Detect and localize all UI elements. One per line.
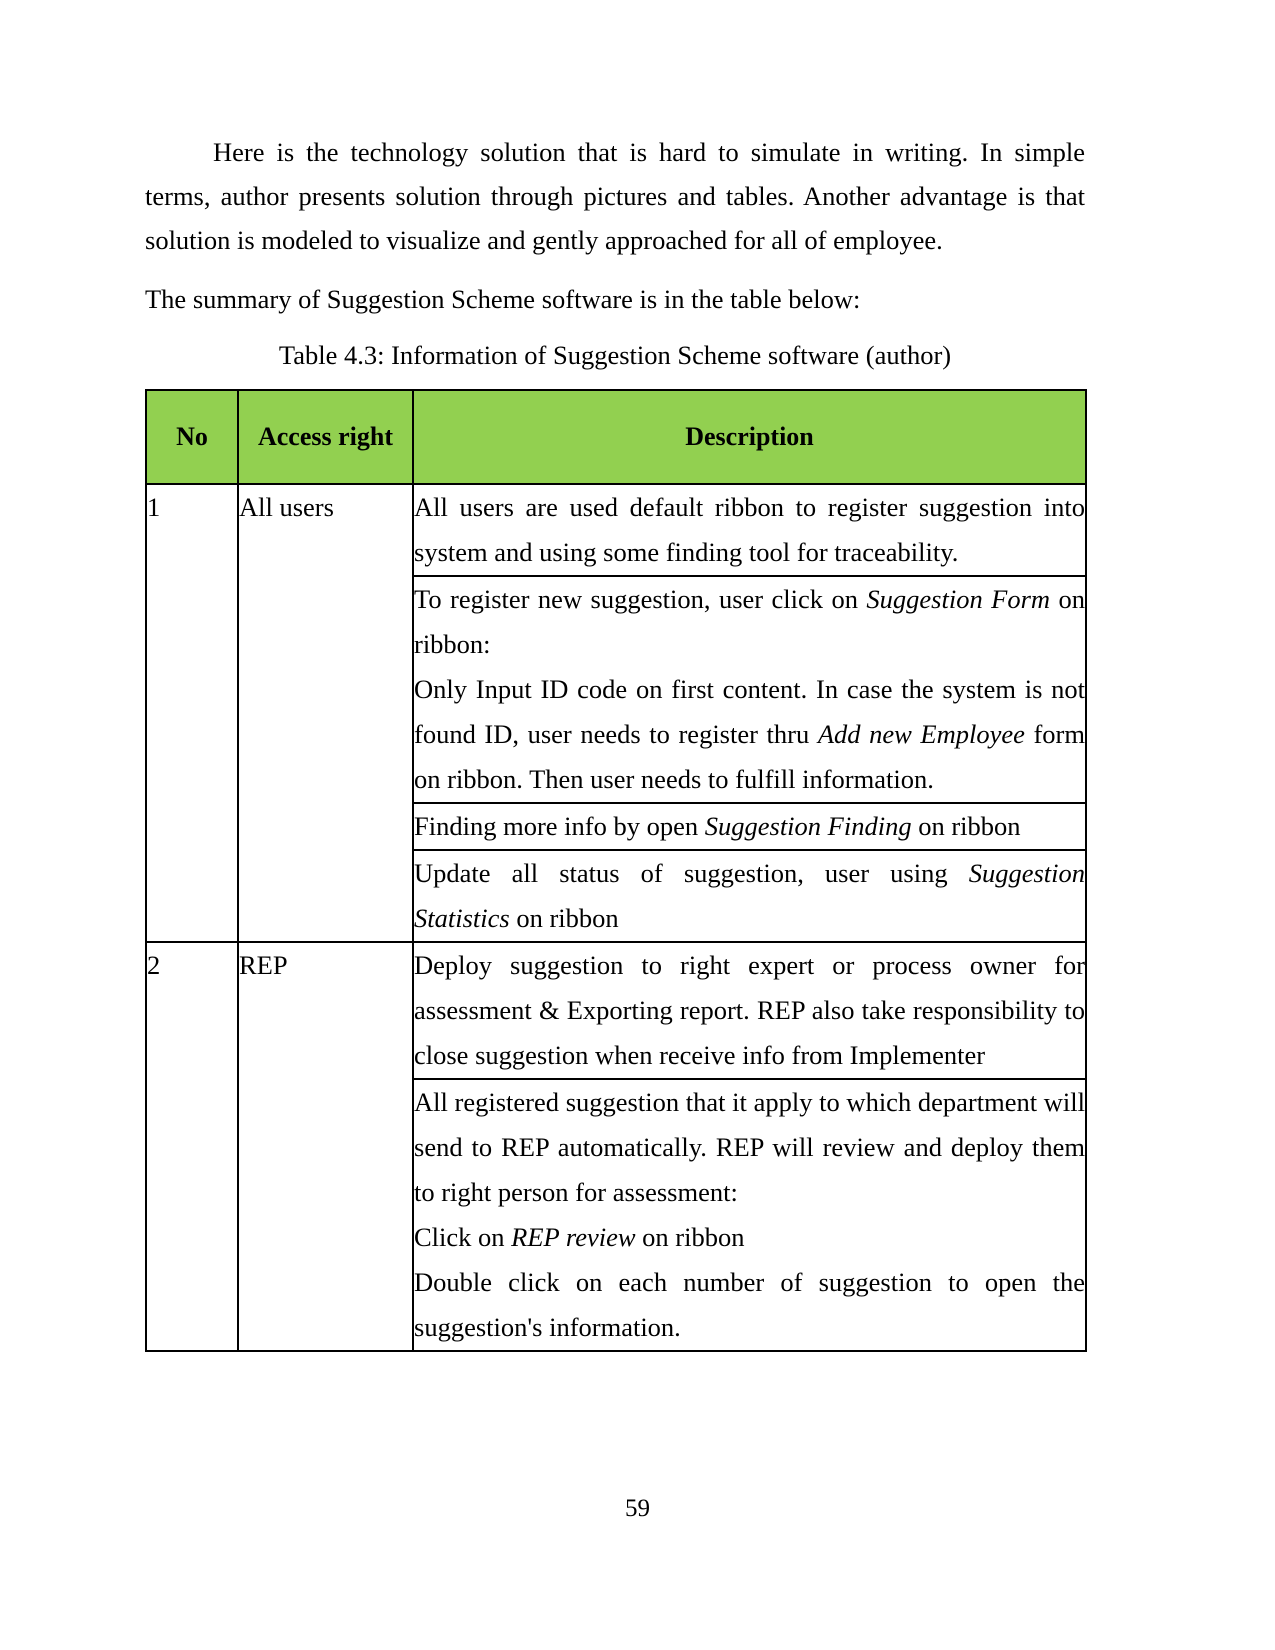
- table-header: [146, 390, 1086, 484]
- description-text-secondary: Only Input ID code on first content. In case the system is not found ID, user needs to register thru Add new Employee form on ribbon. Then user needs to fulfill information.: [414, 674, 1085, 794]
- description-text: To register new suggestion, user click on Suggestion Form on ribbon:: [414, 584, 1086, 659]
- table-header-row: [146, 390, 1086, 484]
- description-text: All registered suggestion that it apply to which department will send to REP automatically. REP will review and deploy them to right person for assessment:: [414, 1087, 1085, 1207]
- paragraph-table-lead-in: The summary of Suggestion Scheme software is in the table below:: [145, 284, 861, 314]
- description-text: Update all status of suggestion, user using Suggestion Statistics on ribbon: [414, 858, 1085, 933]
- description-text: All users are used default ribbon to register suggestion into system and using some finding tool for traceability.: [414, 492, 1085, 567]
- information-table: [145, 389, 1087, 1352]
- cell-description-2-1: [413, 942, 1086, 1079]
- column-header-description: Description: [413, 390, 1086, 484]
- column-header-access-right: Access right: [238, 390, 413, 484]
- description-text-tertiary: Double click on each number of suggestion to open the suggestion's information.: [414, 1267, 1085, 1342]
- description-text-secondary: Click on REP review on ribbon: [414, 1222, 745, 1252]
- description-text: Finding more info by open Suggestion Finding on ribbon: [414, 811, 1021, 841]
- cell-description-1-2: [413, 576, 1086, 803]
- cell-description-1-4: [413, 850, 1086, 942]
- table-body: [146, 484, 1086, 1351]
- table-caption: Table 4.3: Information of Suggestion Scheme software (author): [278, 340, 952, 370]
- column-header-no: No: [146, 390, 238, 484]
- table-row: [146, 942, 1086, 1079]
- page-number: 59: [625, 1495, 650, 1522]
- cell-description-1-3: [413, 803, 1086, 850]
- table-row: [146, 484, 1086, 576]
- cell-access-right-1: All users: [238, 484, 413, 942]
- cell-description-2-2: [413, 1079, 1086, 1351]
- cell-no-1: 1: [146, 484, 238, 942]
- cell-no-2: 2: [146, 942, 238, 1351]
- description-text: Deploy suggestion to right expert or process owner for assessment & Exporting report. REP also take responsibility to close suggestion when receive info from Implementer: [414, 950, 1085, 1070]
- cell-description-1-1: [413, 484, 1086, 576]
- paragraph-intro: Here is the technology solution that is hard to simulate in writing. In simple terms, author presents solution through pictures and tables. Another advantage is that solution is modeled to visualize and gently approached for all of employee.: [145, 137, 1085, 255]
- page-content: [145, 130, 1085, 1352]
- cell-access-right-2: REP: [238, 942, 413, 1351]
